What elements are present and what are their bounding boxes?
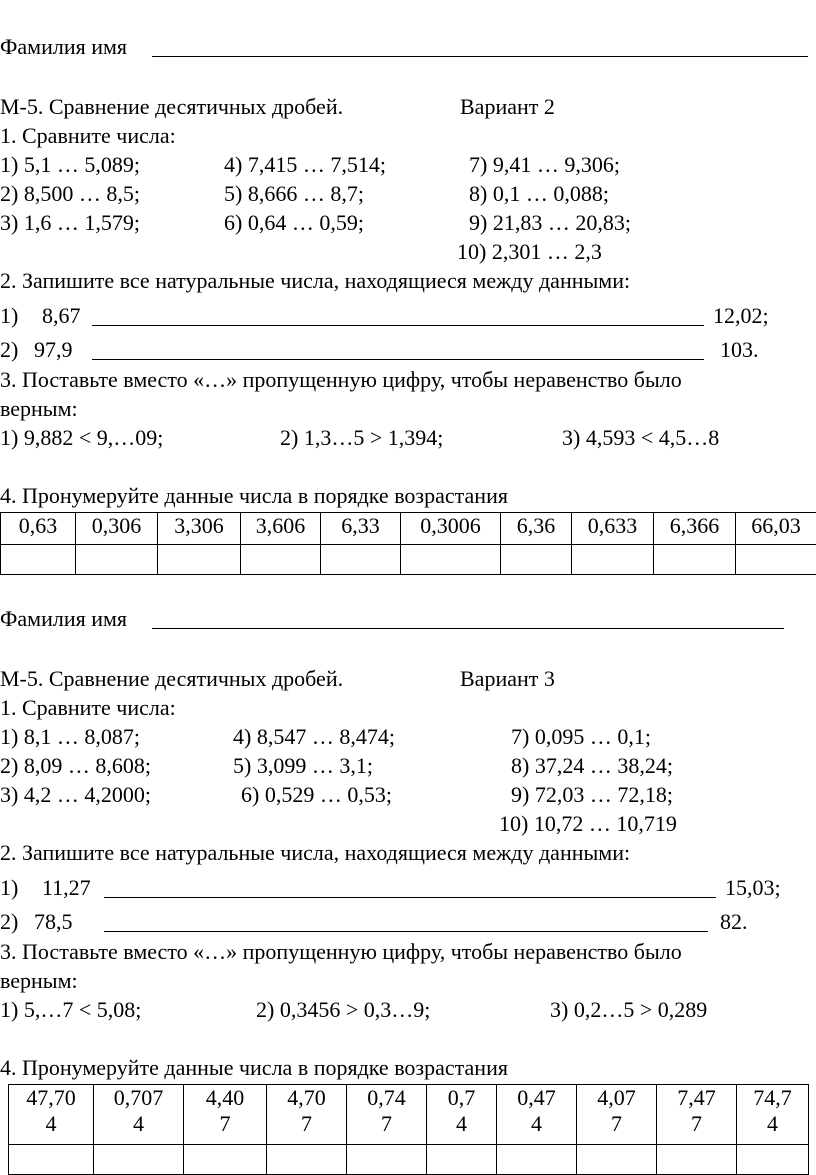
task3-item-v3: 2) 0,3456 > 0,3…9; [256,997,431,1022]
task1-item-v2: 2) 8,500 … 8,5; [0,181,140,206]
task3-heading-v2: 3. Поставьте вместо «…» пропущенную цифру, чтобы неравенство было [0,367,682,392]
name-label-v3: Фамилия имя [0,606,128,631]
number-top: 0,47 [517,1085,556,1110]
answer-cell[interactable] [427,1145,497,1175]
task4-table-v2 [0,512,816,575]
number-bottom: 7 [381,1111,392,1136]
task2-row-to-v3: 15,03; [725,875,781,900]
answer-cell[interactable] [654,545,736,575]
task1-item-v2: 4) 7,415 … 7,514; [224,152,386,177]
task2-row-from-v2: 97,9 [34,337,73,362]
task1-heading-v3: 1. Сравните числа: [0,695,176,720]
task2-row-to-v3: 82. [720,909,748,934]
task1-item-v3: 8) 37,24 … 38,24; [511,753,673,778]
number-cell [497,1085,577,1145]
answer-cell[interactable] [158,545,241,575]
number-bottom: 7 [219,1111,231,1136]
number-cell: 3,306 [158,513,241,545]
number-bottom: 4 [767,1111,778,1136]
task1-item-v2: 5) 8,666 … 8,7; [224,181,364,206]
variant-label-v3: Вариант 3 [460,666,555,691]
answer-cell[interactable] [94,1145,184,1175]
number-top: 0,707 [113,1085,164,1110]
number-cell: 6,366 [654,513,736,545]
task1-item-v3: 9) 72,03 … 72,18; [511,782,673,807]
name-blank-v3 [152,628,784,629]
task2-row-num-v3: 1) [0,875,19,900]
answer-cell[interactable] [577,1145,657,1175]
number-top: 4,07 [597,1085,636,1110]
task1-item-v2: 7) 9,41 … 9,306; [469,152,620,177]
answer-cell[interactable] [321,545,401,575]
task4-table-v3 [8,1084,809,1175]
title-v3: М-5. Сравнение десятичных дробей. [0,666,344,691]
task4-heading-v3: 4. Пронумеруйте данные числа в порядке возрастания [0,1055,508,1080]
task1-heading-v2: 1. Сравните числа: [0,123,176,148]
number-cell [347,1085,427,1145]
task2-answer-line-v2 [92,359,704,360]
answer-cell[interactable] [9,1145,94,1175]
number-cell [657,1085,737,1145]
number-bottom: 4 [45,1111,57,1136]
answer-cell[interactable] [267,1145,347,1175]
task2-answer-line-v2 [92,325,704,326]
name-label-v2: Фамилия имя [0,34,128,59]
task1-item-v3: 1) 8,1 … 8,087; [0,724,140,749]
task1-item-v2: 8) 0,1 … 0,088; [469,181,609,206]
number-cell: 0,633 [572,513,654,545]
number-bottom: 7 [301,1111,312,1136]
number-top: 47,70 [26,1085,76,1110]
number-top: 74,7 [753,1085,792,1110]
task2-row-from-v2: 8,67 [42,303,81,328]
number-bottom: 4 [456,1111,467,1136]
answer-cell[interactable] [401,545,501,575]
answer-cell[interactable] [736,545,816,575]
number-cell [737,1085,809,1145]
answer-cell[interactable] [657,1145,737,1175]
number-top: 0,7 [447,1085,476,1110]
answer-cell[interactable] [501,545,572,575]
answer-cell[interactable] [184,1145,267,1175]
number-top: 4,40 [205,1085,245,1110]
number-cell [94,1085,184,1145]
number-cell: 0,306 [76,513,158,545]
number-cell [427,1085,497,1145]
task1-item-v2: 3) 1,6 … 1,579; [0,210,140,235]
number-top: 7,47 [677,1085,716,1110]
answer-cell[interactable] [241,545,321,575]
task2-heading-v3: 2. Запишите все натуральные числа, находящиеся между данными: [0,840,631,865]
task3-heading-cont-v2: верным: [0,396,78,421]
task2-answer-line-v3 [104,931,708,932]
task1-item-v3: 7) 0,095 … 0,1; [511,724,651,749]
task2-row-num-v2: 1) [0,303,19,328]
task1-item-v3: 10) 10,72 … 10,719 [499,811,677,836]
task1-item-v2: 10) 2,301 … 2,3 [457,239,602,264]
task3-item-v2: 1) 9,882 < 9,…09; [0,425,164,450]
number-cell: 0,63 [1,513,76,545]
task1-item-v3: 4) 8,547 … 8,474; [233,724,395,749]
name-blank-v2 [152,56,808,57]
task2-row-to-v2: 12,02; [713,303,769,328]
task1-item-v3: 6) 0,529 … 0,53; [241,782,392,807]
task3-item-v3: 1) 5,…7 < 5,08; [0,997,142,1022]
answer-cell[interactable] [737,1145,809,1175]
number-cell: 3,606 [241,513,321,545]
task1-item-v3: 3) 4,2 … 4,2000; [0,782,151,807]
task3-heading-v3: 3. Поставьте вместо «…» пропущенную цифру, чтобы неравенство было [0,939,682,964]
task2-row-to-v2: 103. [720,337,759,362]
number-cell: 66,03 [736,513,816,545]
task1-item-v2: 1) 5,1 … 5,089; [0,152,140,177]
number-cell: 6,36 [501,513,572,545]
number-top: 4,70 [287,1085,326,1110]
number-cell: 0,3006 [401,513,501,545]
task3-item-v2: 2) 1,3…5 > 1,394; [280,425,444,450]
number-bottom: 4 [531,1111,542,1136]
task2-row-from-v3: 78,5 [34,909,73,934]
number-cell [267,1085,347,1145]
answer-cell[interactable] [76,545,158,575]
answer-cell[interactable] [572,545,654,575]
task3-item-v3: 3) 0,2…5 > 0,289 [550,997,708,1022]
task2-row-from-v3: 11,27 [42,875,91,900]
answer-cell[interactable] [497,1145,577,1175]
task3-item-v2: 3) 4,593 < 4,5…8 [562,425,720,450]
answer-cell[interactable] [347,1145,427,1175]
number-cell [577,1085,657,1145]
task1-item-v3: 5) 3,099 … 3,1; [233,753,373,778]
title-v2: М-5. Сравнение десятичных дробей. [0,94,344,119]
number-bottom: 7 [611,1111,622,1136]
task3-heading-cont-v3: верным: [0,968,78,993]
number-bottom: 7 [691,1111,702,1136]
task2-row-num-v3: 2) [0,909,19,934]
answer-cell[interactable] [1,545,76,575]
task4-heading-v2: 4. Пронумеруйте данные числа в порядке возрастания [0,483,508,508]
task2-heading-v2: 2. Запишите все натуральные числа, находящиеся между данными: [0,268,631,293]
number-cell [9,1085,94,1145]
task2-row-num-v2: 2) [0,337,19,362]
number-bottom: 4 [133,1111,144,1136]
task2-answer-line-v3 [104,897,716,898]
number-cell: 6,33 [321,513,401,545]
task1-item-v2: 9) 21,83 … 20,83; [469,210,631,235]
number-top: 0,74 [367,1085,406,1110]
number-cell [184,1085,267,1145]
task1-item-v2: 6) 0,64 … 0,59; [224,210,364,235]
variant-label-v2: Вариант 2 [460,94,555,119]
task1-item-v3: 2) 8,09 … 8,608; [0,753,151,778]
